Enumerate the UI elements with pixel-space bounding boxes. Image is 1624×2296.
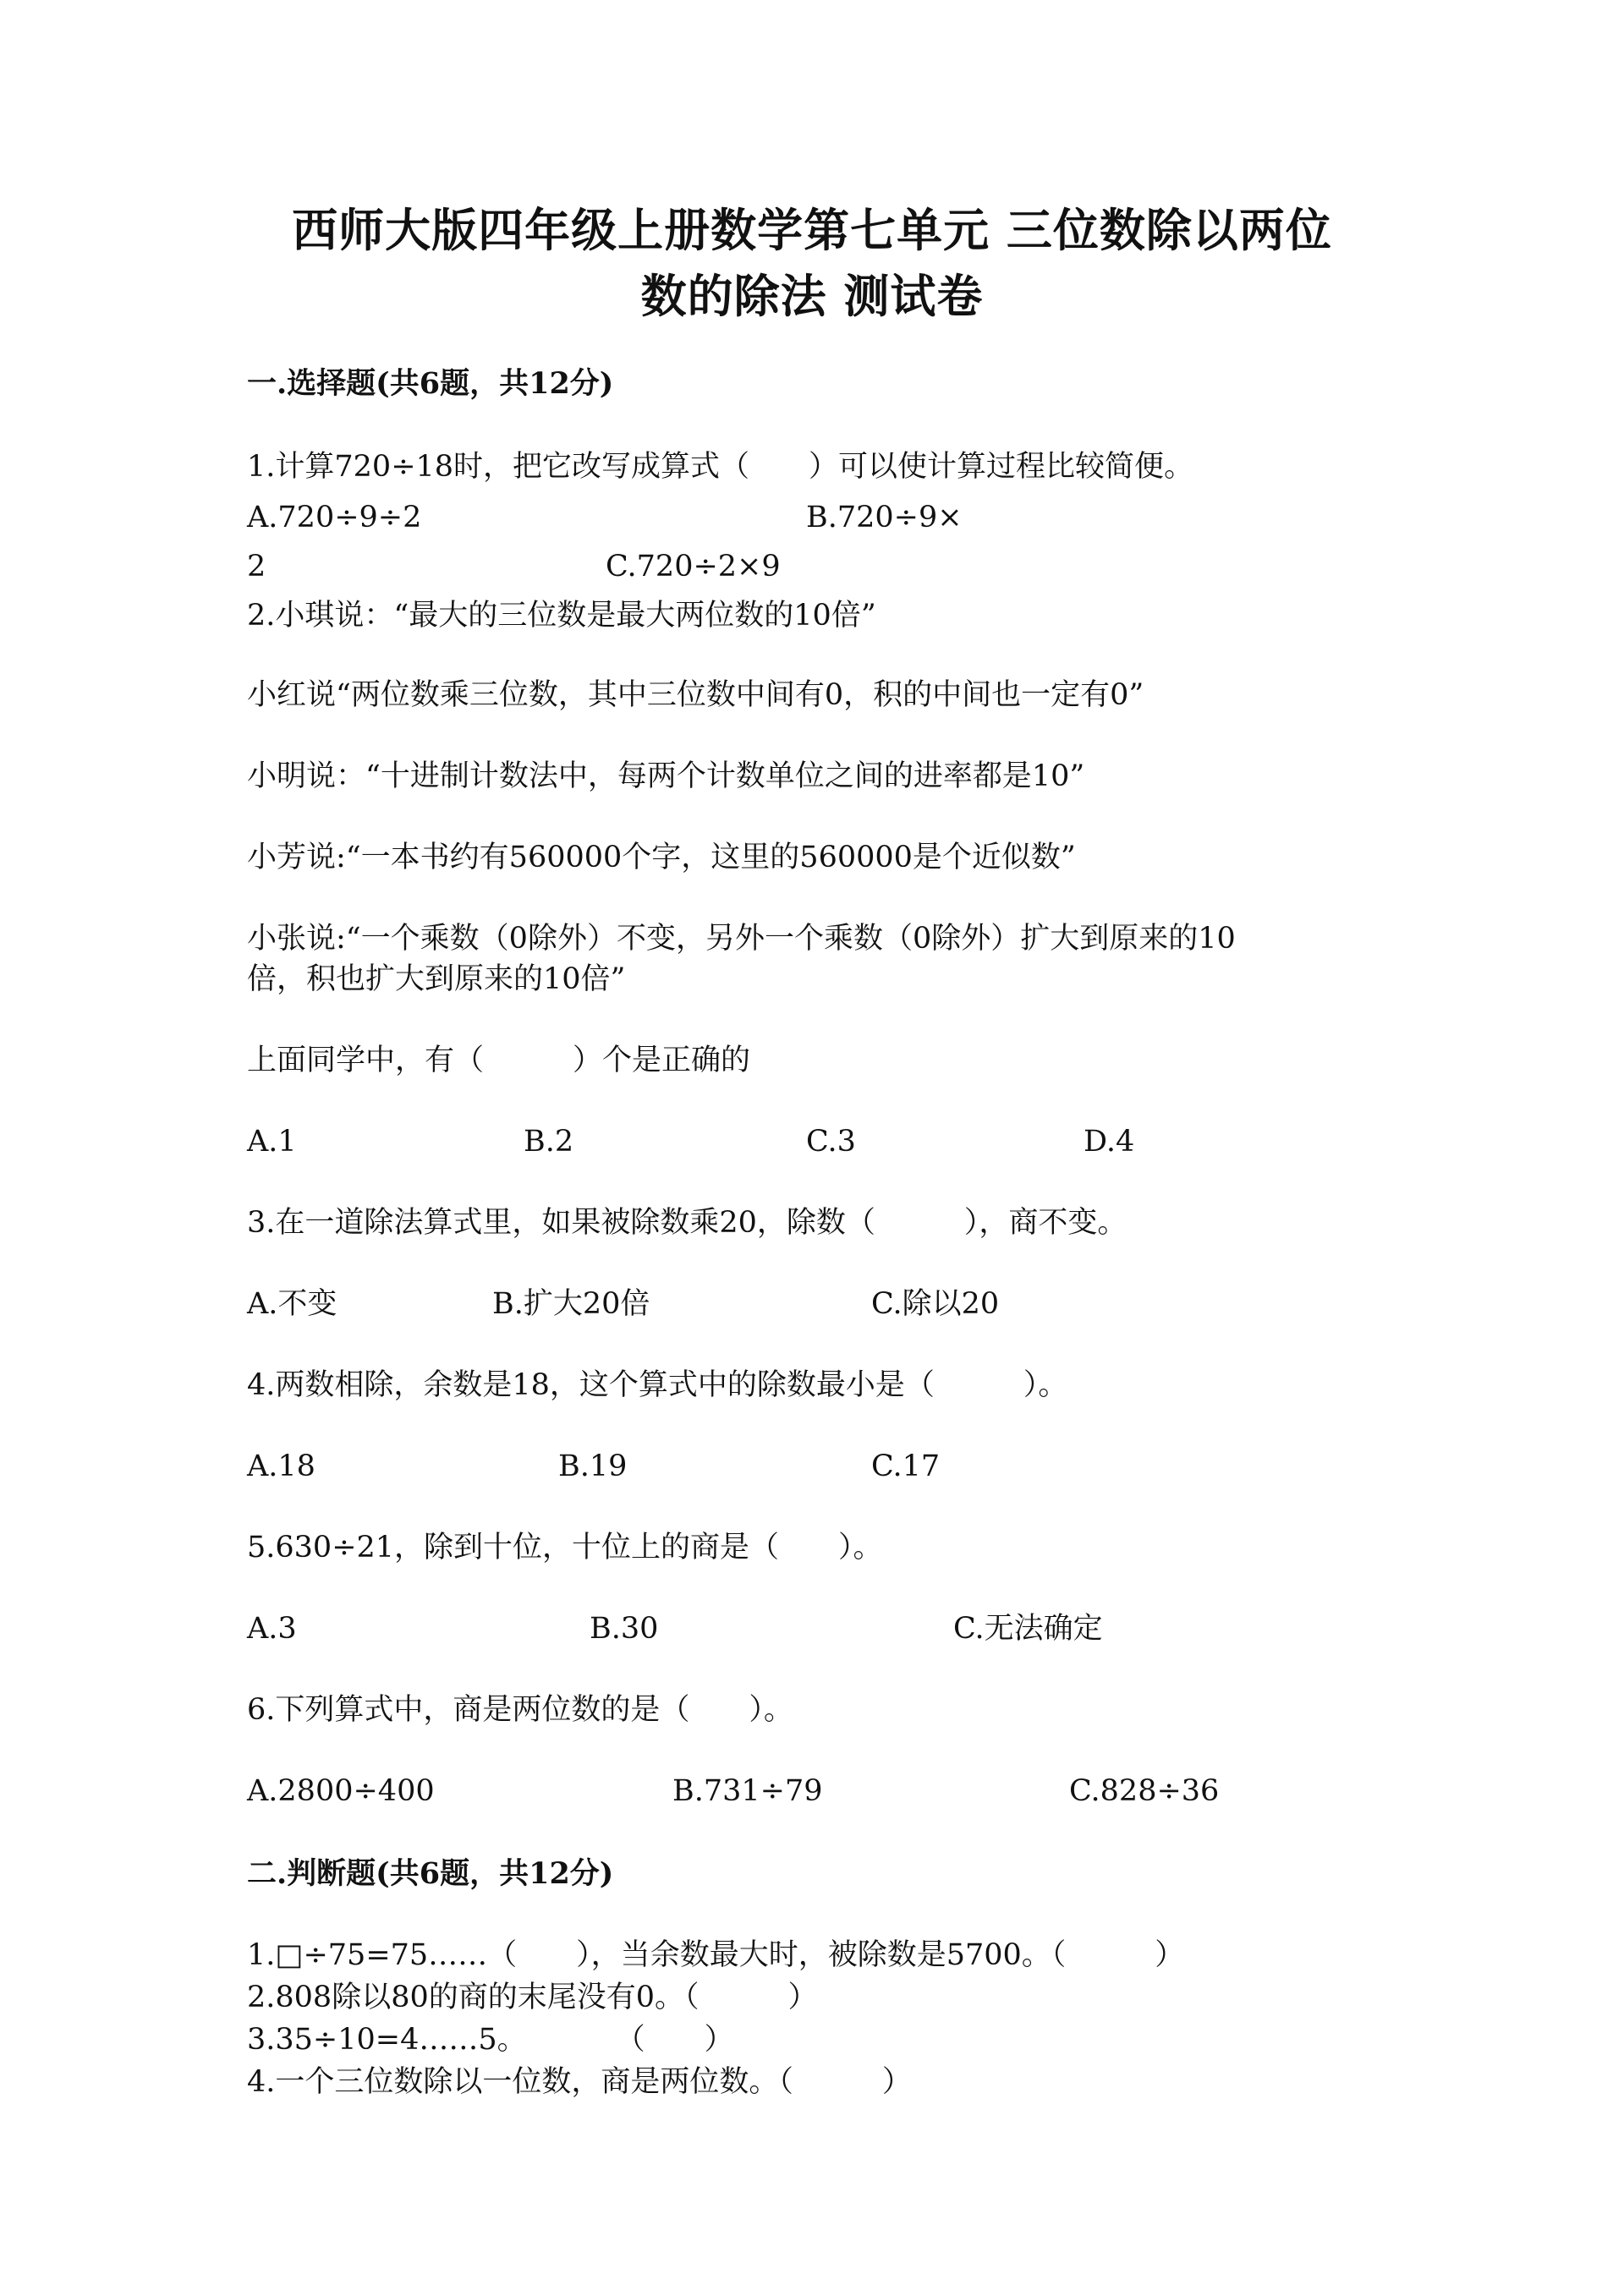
question-1-option-c: C.720÷2×9 bbox=[606, 550, 781, 584]
question-2-line-2: 小红说“两位数乘三位数，其中三位数中间有0，积的中间也一定有0” bbox=[247, 678, 1144, 712]
question-6-stem: 6.下列算式中，商是两位数的是（ ）。 bbox=[247, 1693, 793, 1727]
section-heading-judge: 二.判断题(共6题，共12分) bbox=[247, 1856, 614, 1891]
question-2-line-4: 小芳说:“一本书约有560000个字，这里的560000是个近似数” bbox=[247, 841, 1076, 874]
question-4-stem: 4.两数相除，余数是18，这个算式中的除数最小是（ ）。 bbox=[247, 1368, 1068, 1402]
question-1-option-b-continued: 2 bbox=[247, 550, 266, 584]
question-2-option-b: B.2 bbox=[524, 1125, 574, 1159]
question-2-option-c: C.3 bbox=[806, 1125, 856, 1159]
question-3-option-b: B.扩大20倍 bbox=[492, 1287, 650, 1321]
question-1-option-a: A.720÷9÷2 bbox=[247, 501, 422, 534]
question-6-option-a: A.2800÷400 bbox=[247, 1774, 435, 1808]
question-2-stem: 2.小琪说：“最大的三位数是最大两位数的10倍” bbox=[247, 599, 876, 633]
question-5-option-c: C.无法确定 bbox=[953, 1612, 1103, 1646]
judge-item-4: 4.一个三位数除以一位数，商是两位数。（ ） bbox=[247, 2065, 912, 2099]
question-2-line-6: 倍，积也扩大到原来的10倍” bbox=[247, 962, 626, 996]
question-2-line-3: 小明说：“十进制计数法中，每两个计数单位之间的进率都是10” bbox=[247, 759, 1085, 793]
question-4-option-a: A.18 bbox=[247, 1449, 315, 1483]
question-3-option-c: C.除以20 bbox=[871, 1287, 1000, 1321]
question-6-option-b: B.731÷79 bbox=[672, 1774, 823, 1808]
section-heading-choice: 一.选择题(共6题，共12分) bbox=[247, 366, 614, 401]
judge-item-3: 3.35÷10=4……5。 （ ） bbox=[247, 2023, 734, 2057]
question-1-option-b: B.720÷9× bbox=[806, 501, 963, 534]
question-2-option-d: D.4 bbox=[1084, 1125, 1135, 1159]
exam-title-line-1: 西师大版四年级上册数学第七单元 三位数除以两位 bbox=[292, 203, 1332, 257]
question-4-option-c: C.17 bbox=[871, 1449, 941, 1483]
question-4-option-b: B.19 bbox=[558, 1449, 628, 1483]
question-2-option-a: A.1 bbox=[247, 1125, 297, 1159]
question-2-line-7: 上面同学中，有（ ）个是正确的 bbox=[247, 1044, 751, 1077]
exam-title-line-2: 数的除法 测试卷 bbox=[640, 269, 984, 323]
question-3-option-a: A.不变 bbox=[247, 1287, 337, 1321]
question-5-option-a: A.3 bbox=[247, 1612, 297, 1646]
judge-item-2: 2.808除以80的商的末尾没有0。（ ） bbox=[247, 1981, 818, 2014]
question-6-option-c: C.828÷36 bbox=[1069, 1774, 1220, 1808]
judge-item-1: 1.□÷75=75……（ ），当余数最大时，被除数是5700。（ ） bbox=[247, 1938, 1185, 1972]
question-5-stem: 5.630÷21，除到十位，十位上的商是（ ）。 bbox=[247, 1531, 883, 1564]
question-5-option-b: B.30 bbox=[590, 1612, 659, 1646]
question-1-stem: 1.计算720÷18时，把它改写成算式（ ）可以使计算过程比较简便。 bbox=[247, 450, 1194, 484]
question-3-stem: 3.在一道除法算式里，如果被除数乘20，除数（ ），商不变。 bbox=[247, 1206, 1127, 1240]
question-2-line-5: 小张说:“一个乘数（0除外）不变，另外一个乘数（0除外）扩大到原来的10 bbox=[247, 922, 1236, 956]
